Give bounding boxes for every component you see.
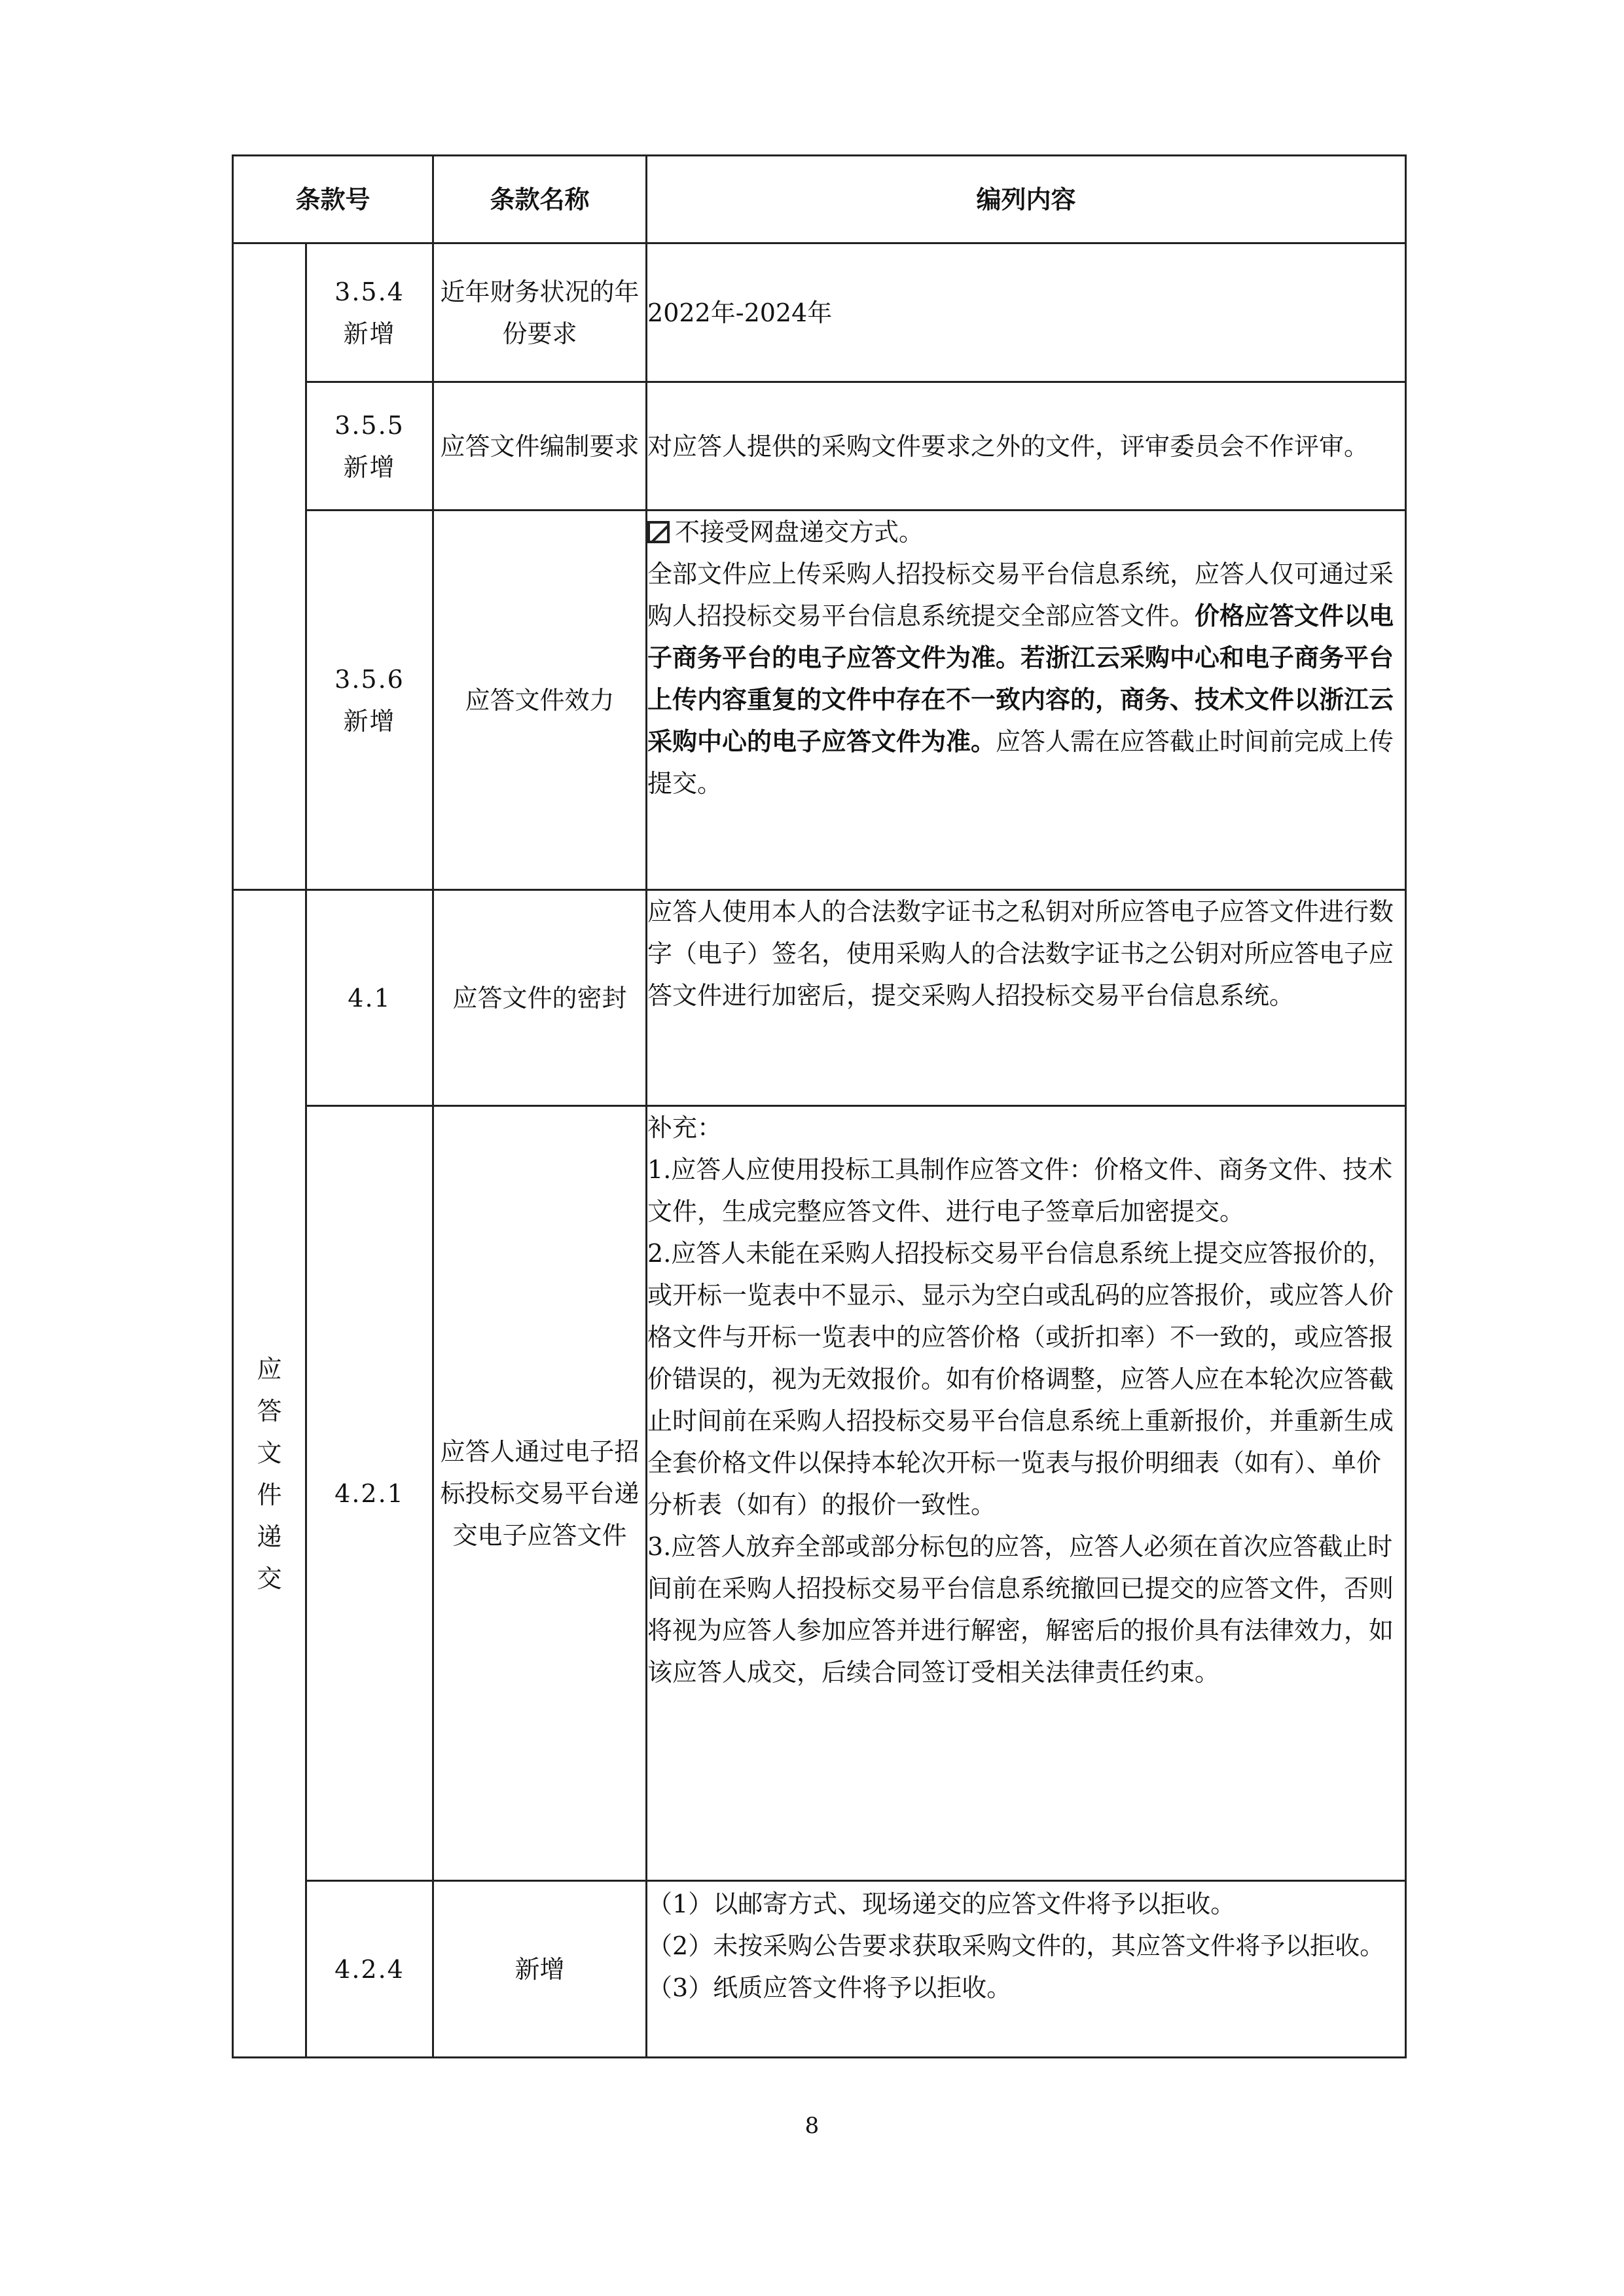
clause-number-cell — [306, 890, 433, 1106]
content-line: 1.应答人应使用投标工具制作应答文件：价格文件、商务文件、技术文件，生成完整应答文件、进行电子签章后加密提交。 — [647, 1155, 1393, 1226]
content-bold: 价格应答文件以电子商务平台的电子应答文件为准。若浙江云采购中心和电子商务平台上传内容重复的文件中存在不一致内容的，商务、技术文件以浙江云采购中心的电子应答文件为准。 — [647, 601, 1394, 756]
content-line: 2.应答人未能在采购人招投标交易平台信息系统上提交应答报价的，或开标一览表中不显示、显示为空白或乱码的应答报价，或应答人价格文件与开标一览表中的应答价格（或折扣率）不一致的，或应答报价错误的，视为无效报价。如有价格调整，应答人应在本轮次应答截止时间前在采购人招投标交易平台信息系统上重新报价，并重新生成全套价格文件以保持本轮次开标一览表与报价明细表（如有）、单价分析表（如有）的报价一致性。 — [647, 1239, 1394, 1519]
clause-number-cell — [306, 511, 433, 890]
content-line: 补充： — [647, 1113, 723, 1142]
header-content: 编列内容 — [647, 156, 1406, 243]
content-normal: 应答人需在应答截止时间前完成上传提交。 — [647, 727, 1394, 798]
clause-name: 应答文件效力 — [433, 511, 647, 890]
content-line: （2）未按采购公告要求获取采购文件的，其应答文件将予以拒收。 — [647, 1931, 1385, 1960]
group-cell-empty — [233, 243, 306, 890]
checkbox-label: 不接受网盘递交方式。 — [675, 518, 924, 547]
clause-content — [647, 1881, 1406, 2058]
header-clause-name: 条款名称 — [433, 156, 647, 243]
clause-number-cell — [306, 243, 433, 382]
clause-name: 应答文件的密封 — [433, 890, 647, 1106]
content-line: 应答人使用本人的合法数字证书之私钥对所应答电子应答文件进行数字（电子）签名，使用采购人的合法数字证书之公钥对所应答电子应答文件进行加密后，提交采购人招投标交易平台信息系统。 — [647, 897, 1394, 1010]
table-row — [233, 511, 1406, 890]
checked-box-icon — [647, 521, 670, 543]
clause-number: 4.2.1 — [334, 1479, 405, 1508]
group-label: 应答文件递交 — [257, 1354, 282, 1593]
clause-tag: 新增 — [343, 452, 396, 482]
content-line: 3.应答人放弃全部或部分标包的应答，应答人必须在首次应答截止时间前在采购人招投标交易平台信息系统撤回已提交的应答文件，否则将视为应答人参加应答并进行解密，解密后的报价具有法律效力，如该应答人成交，后续合同签订受相关法律责任约束。 — [647, 1532, 1394, 1687]
table-row — [233, 890, 1406, 1106]
clause-tag: 新增 — [343, 319, 396, 348]
clause-name: 应答文件编制要求 — [433, 382, 647, 511]
table-header-row — [233, 156, 1406, 243]
checkbox-line — [647, 511, 1405, 553]
clause-number-cell — [306, 1106, 433, 1881]
page-number: 8 — [804, 2113, 820, 2139]
clause-number: 3.5.4 — [334, 277, 405, 306]
clause-name: 新增 — [433, 1881, 647, 2058]
table-row — [233, 1106, 1406, 1881]
header-clause-no: 条款号 — [233, 156, 433, 243]
clause-number-cell — [306, 1881, 433, 2058]
clause-content — [647, 890, 1406, 1106]
clause-content — [647, 1106, 1406, 1881]
content-normal: 全部文件应上传采购人招投标交易平台信息系统，应答人仅可通过采购人招投标交易平台信息系统提交全部应答文件。 — [647, 560, 1394, 630]
clause-number: 4.2.4 — [334, 1954, 405, 1984]
clause-content — [647, 382, 1406, 511]
content-line: （3）纸质应答文件将予以拒收。 — [647, 1973, 1012, 2002]
clause-number: 4.1 — [348, 983, 391, 1013]
content-line: 对应答人提供的采购文件要求之外的文件，评审委员会不作评审。 — [647, 431, 1369, 461]
clause-content — [647, 243, 1406, 382]
table-row — [233, 243, 1406, 382]
clause-number: 3.5.5 — [334, 410, 405, 440]
clause-number: 3.5.6 — [334, 664, 405, 694]
clause-table — [232, 154, 1407, 2058]
content-line: 2022年-2024年 — [647, 298, 833, 327]
table-row — [233, 1881, 1406, 2058]
clause-number-cell — [306, 382, 433, 511]
group-cell — [233, 890, 306, 2058]
table-row — [233, 382, 1406, 511]
clause-name: 近年财务状况的年份要求 — [433, 243, 647, 382]
content-line: （1）以邮寄方式、现场递交的应答文件将予以拒收。 — [647, 1890, 1236, 1918]
clause-tag: 新增 — [343, 706, 396, 736]
clause-name: 应答人通过电子招标投标交易平台递交电子应答文件 — [433, 1106, 647, 1881]
clause-content — [647, 511, 1406, 890]
